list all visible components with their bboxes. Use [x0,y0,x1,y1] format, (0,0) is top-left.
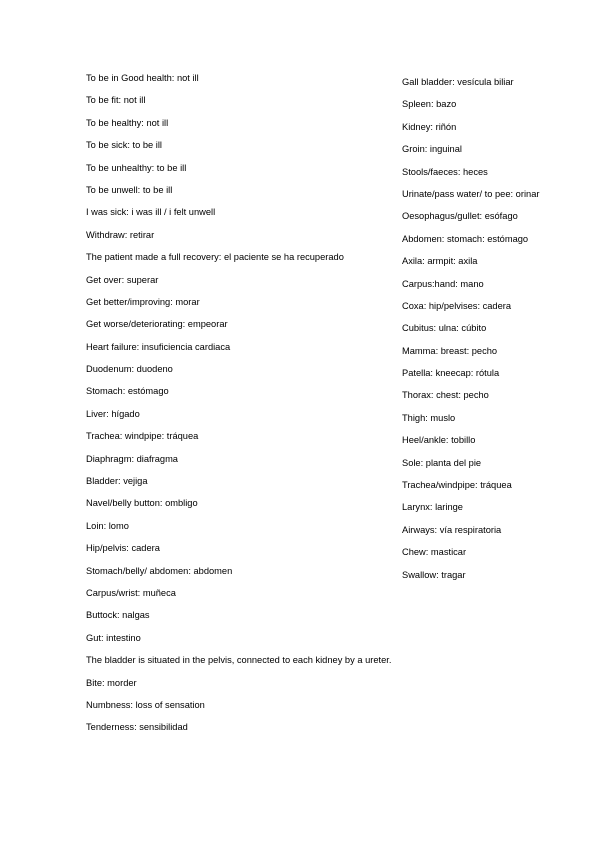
vocabulary-entry: Patella: kneecap: rótula [402,368,500,379]
vocabulary-entry: To be in Good health: not ill [86,73,199,83]
vocabulary-entry: Chew: masticar [402,547,467,558]
example-sentence: The bladder is situated in the pelvis, connected to each kidney by a ureter. [86,655,392,666]
vocabulary-entry: To be healthy: not ill [86,117,169,128]
vocabulary-entry: Larynx: laringe [402,502,463,513]
vocabulary-entry: Get over: superar [86,274,159,285]
vocabulary-entry: Gut: intestino [86,632,141,643]
vocabulary-entry: I was sick: i was ill / i felt unwell [86,207,216,218]
vocabulary-entry: Stools/faeces: heces [402,166,488,177]
vocabulary-entry: Kidney: riñón [402,121,457,132]
vocabulary-entry: Oesophagus/gullet: esófago [402,211,518,222]
vocabulary-entry: Bite: morder [86,677,137,688]
vocabulary-entry: Heel/ankle: tobillo [402,435,476,446]
vocabulary-entry: Thorax: chest: pecho [402,390,489,401]
vocabulary-entry: Stomach: estómago [86,386,169,397]
vocabulary-entry: Hip/pelvis: cadera [86,543,160,554]
vocabulary-entry: To be fit: not ill [86,95,146,106]
vocabulary-entry: Groin: inguinal [402,144,462,155]
vocabulary-entry: Navel/belly button: ombligo [86,498,198,509]
vocabulary-entry: Thigh: muslo [402,412,456,423]
vocabulary-entry: The patient made a full recovery: el paciente se ha recuperado [86,252,344,263]
right-column-vocabulary-list [402,76,592,591]
vocabulary-entry: To be unhealthy: to be ill [86,162,187,173]
vocabulary-entry: Tenderness: sensibilidad [86,722,188,733]
vocabulary-entry: Cubitus: ulna: cúbito [402,323,487,334]
vocabulary-entry: Trachea/windpipe: tráquea [402,480,512,491]
vocabulary-entry: Withdraw: retirar [86,229,155,240]
vocabulary-entry: To be sick: to be ill [86,140,162,151]
vocabulary-entry: Trachea: windpipe: tráquea [86,431,199,442]
vocabulary-entry: Buttock: nalgas [86,610,150,621]
vocabulary-entry: Abdomen: stomach: estómago [402,233,529,244]
vocabulary-entry: Gall bladder: vesícula biliar [402,77,514,87]
vocabulary-entry: Urinate/pass water/ to pee: orinar [402,188,540,199]
vocabulary-entry: Loin: lomo [86,520,129,531]
vocabulary-entry: Spleen: bazo [402,99,457,110]
vocabulary-entry: Liver: hígado [86,408,140,419]
vocabulary-entry: Airways: vía respiratoria [402,524,502,535]
vocabulary-entry: Carpus/wrist: muñeca [86,587,176,598]
vocabulary-entry: Sole: planta del pie [402,457,482,468]
vocabulary-entry: Mamma: breast: pecho [402,345,498,356]
vocabulary-entry: Axila: armpit: axila [402,256,478,267]
vocabulary-entry: Swallow: tragar [402,569,466,580]
vocabulary-entry: To be unwell: to be ill [86,184,173,195]
vocabulary-entry: Carpus:hand: mano [402,278,484,289]
vocabulary-entry: Duodenum: duodeno [86,364,173,375]
vocabulary-entry: Heart failure: insuficiencia cardiaca [86,341,231,352]
vocabulary-entry: Numbness: loss of sensation [86,699,205,710]
vocabulary-entry: Get better/improving: morar [86,296,200,307]
vocabulary-entry: Bladder: vejiga [86,476,148,487]
vocabulary-entry: Get worse/deteriorating: empeorar [86,319,228,330]
vocabulary-entry: Stomach/belly/ abdomen: abdomen [86,565,233,576]
vocabulary-entry: Diaphragm: diafragma [86,453,178,464]
vocabulary-entry: Coxa: hip/pelvises: cadera [402,300,512,311]
